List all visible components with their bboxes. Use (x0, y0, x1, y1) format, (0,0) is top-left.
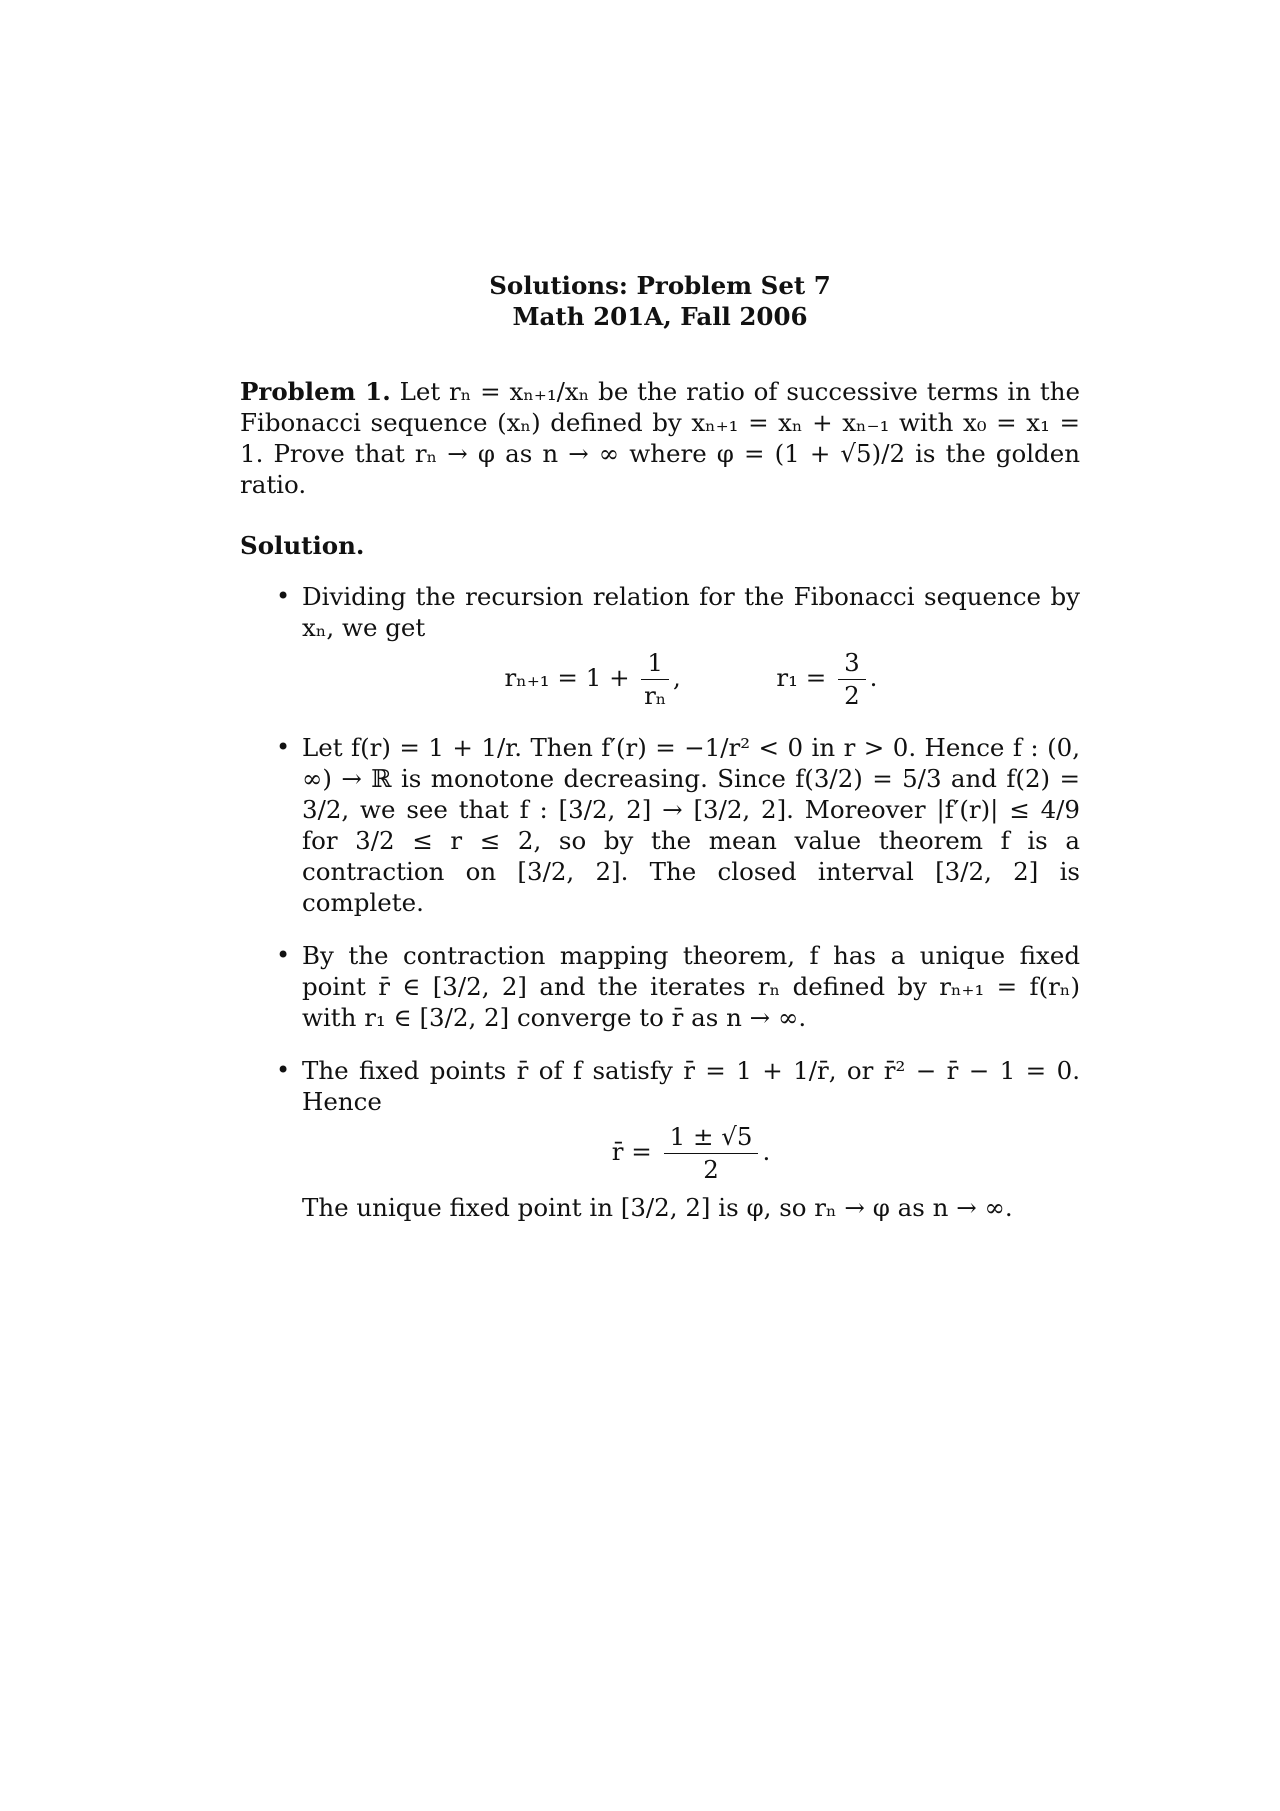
solution-bullet-3 (240, 940, 1080, 1033)
title-block (240, 270, 1080, 332)
bullet-4-text: • The fixed points r̄ of f satisfy r̄ = 1 + 1/r̄, or r̄² − r̄ − 1 = 0. Hence (302, 1056, 1080, 1116)
solution-bullet-list (240, 581, 1080, 1223)
recursion-equation (302, 649, 1080, 710)
problem-statement (240, 376, 1080, 500)
fixed-point-numerator: 1 ± √5 (664, 1123, 759, 1154)
solution-heading: Solution. (240, 531, 365, 560)
solution-bullet-2 (240, 732, 1080, 918)
solution-bullet-1 (240, 581, 1080, 710)
title-line-2: Math 201A, Fall 2006 (512, 302, 808, 331)
initial-value-fraction (838, 649, 866, 710)
initial-value-denominator: 2 (844, 681, 860, 710)
recursion-lhs: rₙ₊₁ = 1 + (504, 663, 630, 692)
bullet-2-text: • Let f(r) = 1 + 1/r. Then f′(r) = −1/r² < 0 in r > 0. Hence f : (0, ∞) → ℝ is monotone decreasing. Since f(3/2) = 5/3 and f(2) = 3/2, we see that f : [3/2, 2] → [3/2, 2]. Moreover |f′(r)| ≤ 4/9 for 3/2 ≤ r ≤ 2, so by the mean value theorem f is a contraction on [3/2, 2]. The closed interval [3/2, 2] is complete. (302, 733, 1080, 917)
problem-label: Problem 1. (240, 377, 391, 406)
initial-value-period: . (869, 663, 878, 692)
bullet-3-text: • By the contraction mapping theorem, f has a unique fixed point r̄ ∈ [3/2, 2] and the iterates rₙ defined by rₙ₊₁ = f(rₙ) with r₁ ∈ [3/2, 2] converge to r̄ as n → ∞. (302, 941, 1080, 1032)
document-content (240, 270, 1080, 1245)
recursion-fraction (641, 649, 669, 710)
recursion-comma: , (673, 663, 681, 692)
problem-text: Let rₙ = xₙ₊₁/xₙ be the ratio of successive terms in the Fibonacci sequence (xₙ) defined by xₙ₊₁ = xₙ + xₙ₋₁ with x₀ = x₁ = 1. Prove that rₙ → φ as n → ∞ where φ = (1 + √5)/2 is the golden ratio. (240, 377, 1080, 499)
bullet-1-text: • Dividing the recursion relation for the Fibonacci sequence by xₙ, we get (302, 582, 1080, 642)
bullet-4-conclusion: The unique fixed point in [3/2, 2] is φ, so rₙ → φ as n → ∞. (302, 1193, 1013, 1222)
fixed-point-equation (302, 1123, 1080, 1184)
initial-value-numerator: 3 (838, 649, 866, 680)
fixed-point-lhs: r̄ = (611, 1137, 652, 1166)
title-line-1: Solutions: Problem Set 7 (489, 271, 831, 300)
solution-bullet-4 (240, 1055, 1080, 1223)
fixed-point-fraction (664, 1123, 759, 1184)
recursion-fraction-denominator: rₙ (644, 681, 667, 710)
initial-value-lhs: r₁ = (776, 663, 827, 692)
fixed-point-period: . (762, 1137, 771, 1166)
recursion-fraction-numerator: 1 (641, 649, 669, 680)
fixed-point-denominator: 2 (703, 1155, 719, 1184)
